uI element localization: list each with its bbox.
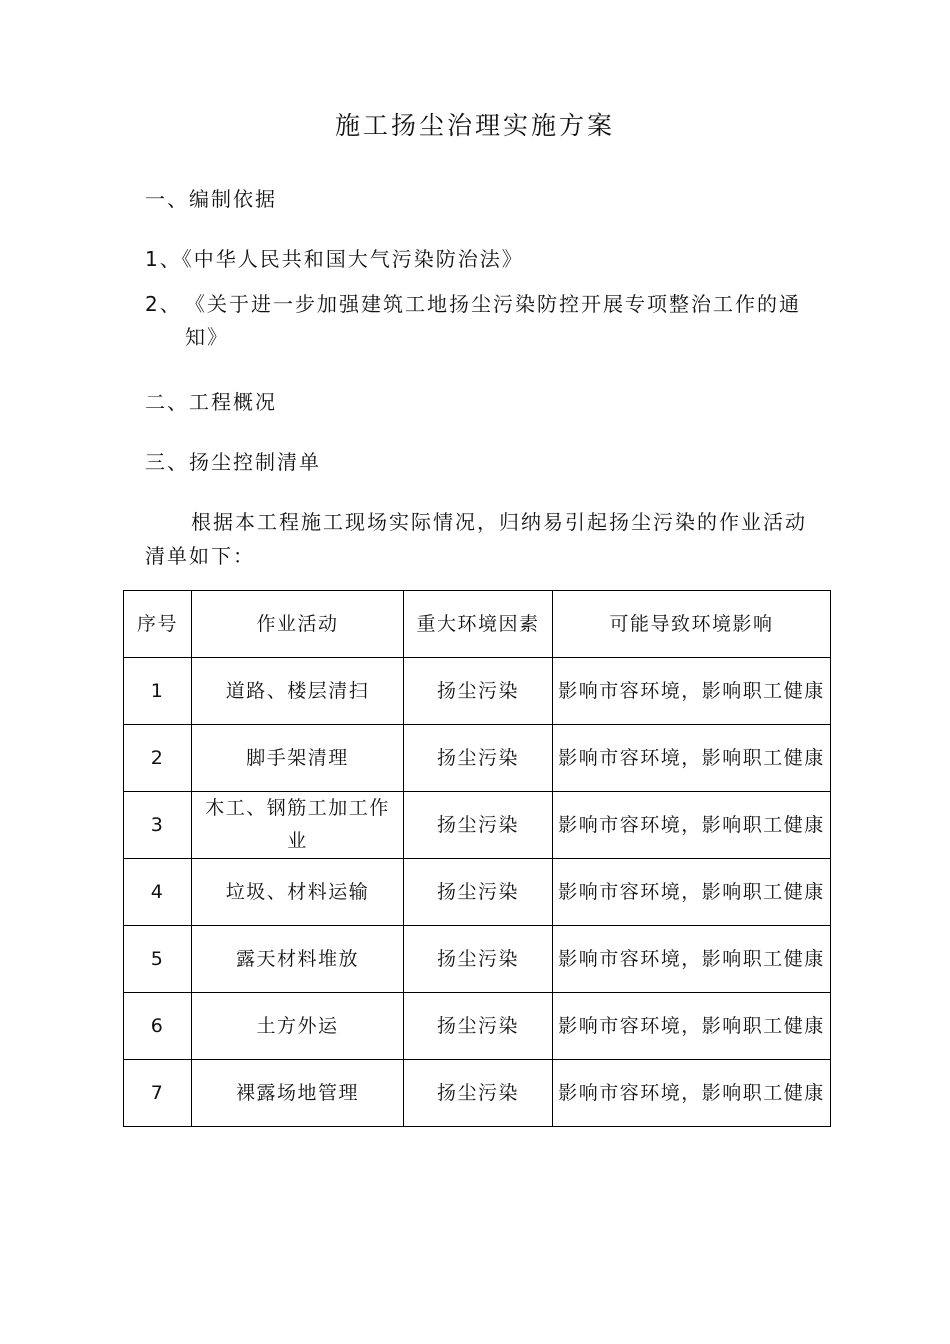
table-row bbox=[124, 658, 831, 725]
cell-factor: 扬尘污染 bbox=[404, 993, 553, 1060]
cell-impact: 影响市容环境，影响职工健康 bbox=[553, 859, 831, 926]
cell-factor: 扬尘污染 bbox=[404, 859, 553, 926]
cell-factor: 扬尘污染 bbox=[404, 658, 553, 725]
cell-index: 2 bbox=[124, 725, 192, 792]
reference-item-1: 1、《中华人民共和国大气污染防治法》 bbox=[145, 247, 524, 271]
intro-paragraph: 根据本工程施工现场实际情况，归纳易引起扬尘污染的作业活动清单如下： bbox=[145, 510, 807, 568]
cell-index: 5 bbox=[124, 926, 192, 993]
reference-item-2-text: 《关于进一步加强建筑工地扬尘污染防控开展专项整治工作的通知》 bbox=[185, 292, 801, 349]
cell-activity: 垃圾、材料运输 bbox=[192, 859, 404, 926]
cell-index: 4 bbox=[124, 859, 192, 926]
table-row bbox=[124, 993, 831, 1060]
cell-activity: 土方外运 bbox=[192, 993, 404, 1060]
header-environmental-factor: 重大环境因素 bbox=[404, 591, 553, 658]
cell-activity: 道路、楼层清扫 bbox=[192, 658, 404, 725]
cell-index: 7 bbox=[124, 1060, 192, 1127]
cell-impact: 影响市容环境，影响职工健康 bbox=[553, 1060, 831, 1127]
cell-index: 1 bbox=[124, 658, 192, 725]
table-row bbox=[124, 926, 831, 993]
cell-activity: 脚手架清理 bbox=[192, 725, 404, 792]
header-possible-impact: 可能导致环境影响 bbox=[553, 591, 831, 658]
dust-control-table bbox=[123, 590, 831, 1127]
cell-activity: 露天材料堆放 bbox=[192, 926, 404, 993]
table-row bbox=[124, 792, 831, 859]
cell-impact: 影响市容环境，影响职工健康 bbox=[553, 725, 831, 792]
cell-impact: 影响市容环境，影响职工健康 bbox=[553, 658, 831, 725]
section-heading-overview: 二、工程概况 bbox=[145, 390, 277, 414]
cell-factor: 扬尘污染 bbox=[404, 792, 553, 859]
cell-impact: 影响市容环境，影响职工健康 bbox=[553, 926, 831, 993]
table-row bbox=[124, 1060, 831, 1127]
table-row bbox=[124, 725, 831, 792]
cell-impact: 影响市容环境，影响职工健康 bbox=[553, 792, 831, 859]
cell-index: 6 bbox=[124, 993, 192, 1060]
document-title: 施工扬尘治理实施方案 bbox=[334, 111, 615, 140]
cell-factor: 扬尘污染 bbox=[404, 1060, 553, 1127]
cell-activity: 木工、钢筋工加工作业 bbox=[192, 792, 404, 859]
section-heading-basis: 一、编制依据 bbox=[145, 187, 277, 211]
reference-item-2 bbox=[145, 288, 825, 354]
cell-factor: 扬尘污染 bbox=[404, 926, 553, 993]
cell-impact: 影响市容环境，影响职工健康 bbox=[553, 993, 831, 1060]
table-header-row bbox=[124, 591, 831, 658]
cell-activity: 裸露场地管理 bbox=[192, 1060, 404, 1127]
header-index: 序号 bbox=[124, 591, 192, 658]
table-row bbox=[124, 859, 831, 926]
section-heading-control-list: 三、扬尘控制清单 bbox=[145, 450, 321, 474]
header-activity: 作业活动 bbox=[192, 591, 404, 658]
cell-index: 3 bbox=[124, 792, 192, 859]
cell-factor: 扬尘污染 bbox=[404, 725, 553, 792]
reference-item-2-number: 2、 bbox=[145, 292, 182, 316]
